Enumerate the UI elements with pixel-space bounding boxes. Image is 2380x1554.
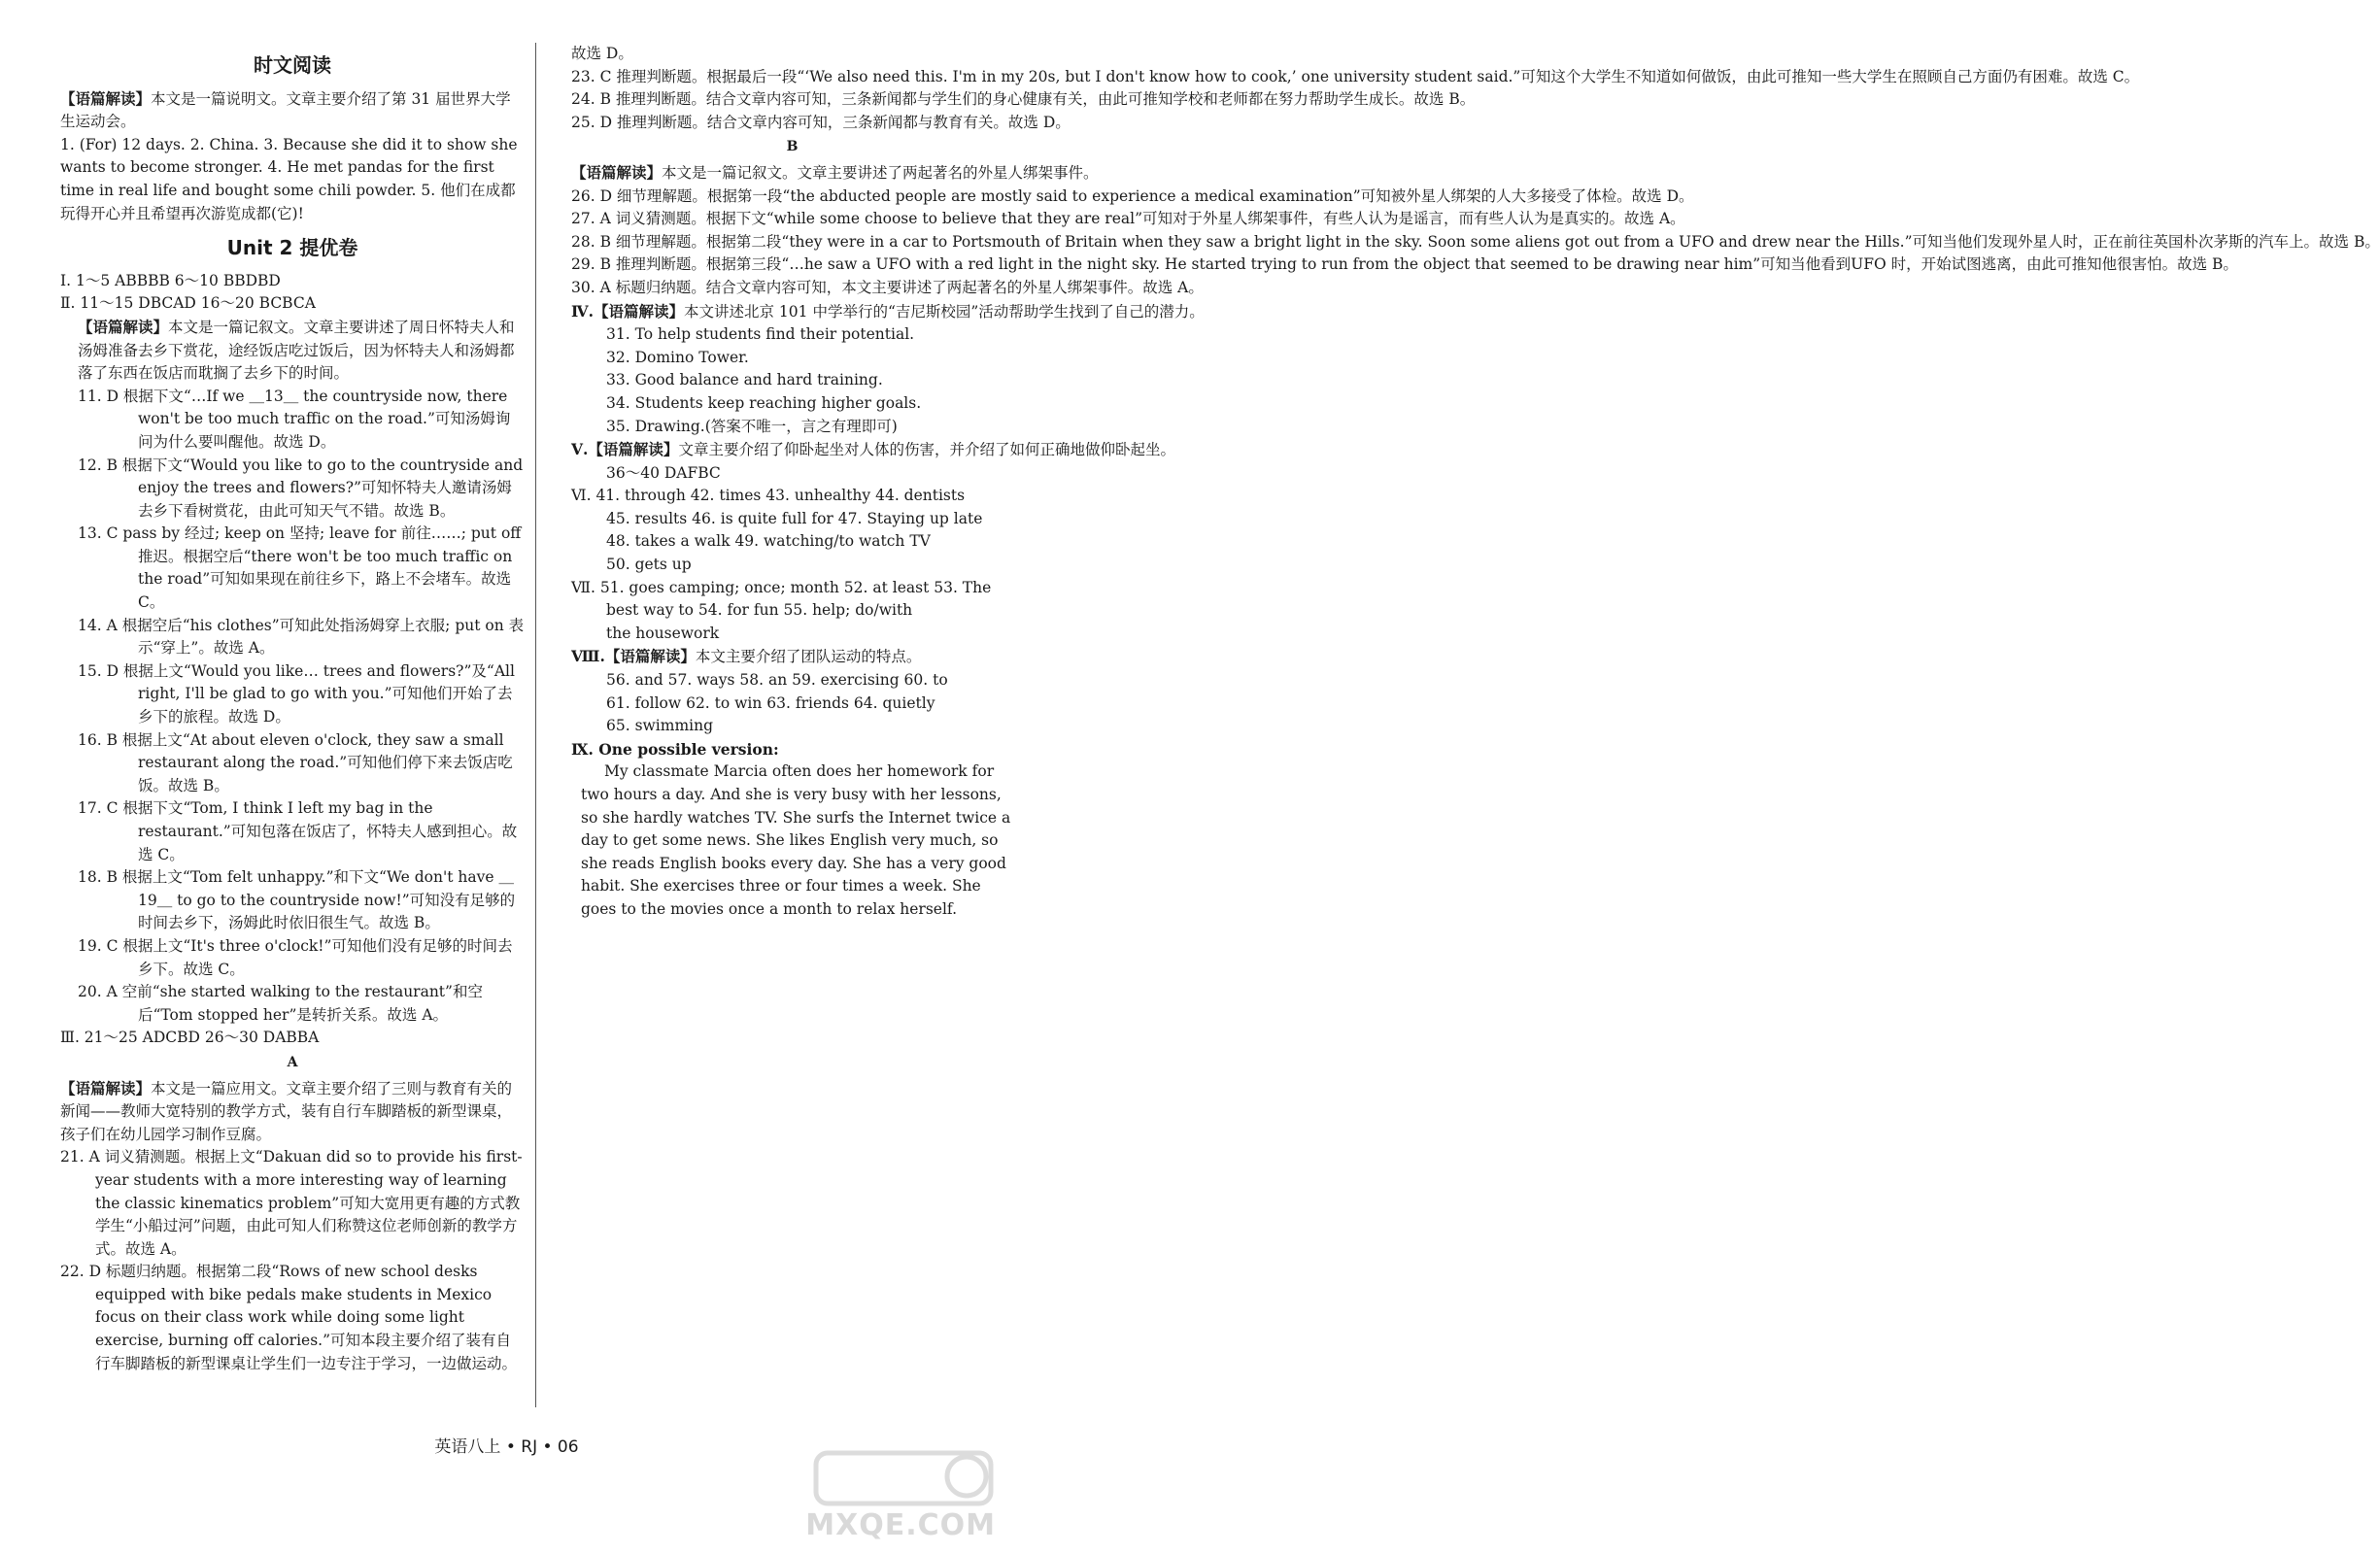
section-8-note (571, 645, 1013, 669)
section-2-answers: Ⅱ. 11～15 DBCAD 16～20 BCBCA (60, 294, 316, 313)
answer-item: 14. A 根据空后“his clothes”可知此处指汤姆穿上衣服; put on 表示“穿上”。故选 A。 (78, 616, 525, 658)
note-label: Ⅴ.【语篇解读】 (571, 440, 679, 459)
answer-item: 28. B 细节理解题。根据第二段“they were in a car to Portsmouth of Britain when they saw a bright light in the sky. Soon some aliens got out from a UFO and drew near the Hills.”可知当他们发现外星人时，正在前往英国朴次茅斯的汽车上。故选 B。 (571, 232, 2380, 251)
answer-item: 29. B 推理判断题。根据第三段“…he saw a UFO with a red light in the night sky. He started trying to run from the object that seemed to be drawing near him”可知当他看到UFO 时，开始试图逃离，由此可推知他很害怕。故选 B。 (571, 255, 2238, 274)
right-column (571, 43, 2380, 922)
unit-title: Unit 2 提优卷 (226, 236, 358, 260)
answer-item: 19. C 根据上文“It's three o'clock!”可知他们没有足够的时间去乡下。故选 C。 (78, 936, 513, 978)
answer-item: 27. A 词义猜测题。根据下文“while some choose to believe that they are real”可知对于外星人绑架事件，有些人认为是谣言，而有些人认为是真实的。故选 A。 (571, 210, 1685, 228)
answer-line: 33. Good balance and hard training. (606, 371, 883, 389)
sample-essay (571, 760, 1013, 921)
answer-item: 21. A 词义猜测题。根据上文“Dakuan did so to provide his first-year students with a more interesting way of learning the classic kinematics problem”可知大宽用更有趣的方式教学生“小船过河”问题，由此可知人们称赞这位老师创新的教学方式。故选 A。 (60, 1148, 523, 1258)
note-text: 本文是一篇应用文。文章主要介绍了三则与教育有关的新闻——教师大宽特别的教学方式，装有自行车脚踏板的新型课桌，孩子们在幼儿园学习制作豆腐。 (60, 1079, 513, 1143)
answer-item: 24. B 推理判断题。结合文章内容可知，三条新闻都与学生们的身心健康有关，由此可推知学校和老师都在努力帮助学生成长。故选 B。 (571, 90, 1476, 109)
items-11-20 (60, 386, 525, 1028)
answer-item: 20. A 空前“she started walking to the restaurant”和空后“Tom stopped her”是转折关系。故选 A。 (78, 983, 483, 1024)
note-label: 【语篇解读】 (60, 88, 152, 108)
section-5-note (571, 438, 1175, 462)
section-9-label: Ⅸ. One possible version: (571, 739, 779, 759)
section-1-answers: Ⅰ. 1～5 ABBBB 6～10 BBDBD (60, 271, 281, 289)
note-label: Ⅳ.【语篇解读】 (571, 301, 684, 321)
answer-item: 25. D 推理判断题。结合文章内容可知，三条新闻都与教育有关。故选 D。 (571, 113, 1071, 131)
note-text: 文章主要介绍了仰卧起坐对人体的伤害，并介绍了如何正确地做仰卧起坐。 (678, 441, 1175, 459)
section-title-reading: 时文阅读 (254, 53, 331, 77)
watermark-text: MXQE.COM (805, 1508, 996, 1542)
section-7-line: best way to 54. for fun 55. help; do/with (606, 601, 913, 620)
note-label: Ⅷ.【语篇解读】 (571, 647, 696, 666)
section-2-note (60, 316, 525, 386)
answer-line: 35. Drawing.(答案不唯一，言之有理即可) (606, 417, 898, 435)
passage-b-note (571, 161, 1099, 186)
reading-answers: 1. (For) 12 days. 2. China. 3. Because she did it to show she wants to become stronger. 4. He met pandas for the first time in real life and bought some chili powder. 5. 他们在成都玩得开心并且希望再次游览成都(它)! (60, 135, 518, 222)
section-8-line: 61. follow 62. to win 63. friends 64. quietly (606, 693, 935, 712)
answer-item: 26. D 细节理解题。根据第一段“the abducted people are mostly said to experience a medical examination”可知被外星人绑架的人大多接受了体检。故选 D。 (571, 186, 1694, 205)
section-6-line: 48. takes a walk 49. watching/to watch TV (606, 532, 931, 551)
answer-item: 12. B 根据下文“Would you like to go to the countryside and enjoy the trees and flowers?”可知怀特夫人邀请汤姆去乡下看树赏花，由此可知天气不错。故选 B。 (78, 456, 524, 520)
section-6-line: 50. gets up (606, 556, 692, 574)
section-4-note (571, 300, 1205, 324)
note-text: 本文是一篇说明文。文章主要介绍了第 31 届世界大学生运动会。 (60, 89, 511, 131)
section-8-line: 65. swimming (606, 717, 714, 735)
section-5-answers: 36～40 DAFBC (606, 463, 721, 482)
section-7-line: Ⅶ. 51. goes camping; once; month 52. at least 53. The (571, 578, 992, 596)
answer-line: 32. Domino Tower. (606, 348, 749, 366)
note-label: 【语篇解读】 (78, 317, 169, 336)
note-label: 【语篇解读】 (60, 1078, 152, 1098)
section-3-answers: Ⅲ. 21～25 ADCBD 26～30 DABBA (60, 1029, 320, 1047)
answer-line: 31. To help students find their potential. (606, 325, 915, 344)
note-text: 本文主要介绍了团队运动的特点。 (695, 648, 922, 666)
section-4-answers (571, 323, 1013, 438)
note-text: 本文讲述北京 101 中学举行的“吉尼斯校园”活动帮助学生找到了自己的潜力。 (684, 302, 1205, 321)
column-divider (535, 43, 536, 1407)
answer-line: 34. Students keep reaching higher goals. (606, 393, 922, 412)
section-8-line: 56. and 57. ways 58. an 59. exercising 60. to (606, 671, 948, 690)
reading-note (60, 87, 525, 134)
left-column (60, 43, 525, 1375)
section-7-line: the housework (606, 624, 720, 642)
answer-item: 23. C 推理判断题。根据最后一段“‘We also need this. I'm in my 20s, but I don't know how to cook,’ one university student said.”可知这个大学生不知道如何做饭，由此可推知一些大学生在照顾自己方面仍有困难。故选 C。 (571, 67, 2140, 85)
answer-item: 13. C pass by 经过; keep on 坚持; leave for 前往……; put off 推迟。根据空后“there won't be too much traffic on the road”可知如果现在前往乡下，路上不会堵车。故选 C。 (78, 524, 522, 612)
answer-item: 18. B 根据上文“Tom felt unhappy.”和下文“We don't have ＿19＿ to go to the countryside now!”可知没有足够的时间去乡下，汤姆此时依旧很生气。故选 B。 (78, 868, 516, 932)
section-3-note (60, 1077, 525, 1147)
passage-b-heading: B (786, 139, 799, 155)
note-text: 本文是一篇记叙文。文章主要讲述了周日怀特夫人和汤姆准备去乡下赏花，途经饭店吃过饭后，因为怀特夫人和汤姆都落了东西在饭店而耽搁了去乡下的时间。 (78, 318, 515, 383)
answer-item: 15. D 根据上文“Would you like… trees and flowers?”及“All right, I'll be glad to go with you.”可知他们开始了去乡下的旅程。故选 D。 (78, 661, 515, 726)
answer-item: 17. C 根据下文“Tom, I think I left my bag in the restaurant.”可知包落在饭店了，怀特夫人感到担心。故选 C。 (78, 799, 518, 863)
passage-a-heading: A (287, 1054, 298, 1070)
continued-text: 故选 D。 (571, 45, 633, 62)
answer-item: 22. D 标题归纳题。根据第二段“Rows of new school desks equipped with bike pedals make students in Mexico focus on their class work while doing some light exercise, burning off calories.”可知本段主要介绍了装有自行车脚踏板的新型课桌让学生们一边专注于学习，一边做运动。 (60, 1263, 518, 1372)
answer-item: 11. D 根据下文“…If we ＿13＿ the countryside now, there won't be too much traffic on the road.”可知汤姆询问为什么要叫醒他。故选 D。 (78, 387, 511, 451)
note-label: 【语篇解读】 (571, 162, 663, 182)
essay-text: My classmate Marcia often does her homework for two hours a day. And she is very busy with her lessons, so she hardly watches TV. She surfs the Internet twice a day to get some news. She likes English very much, so she reads English books every day. She has a very good habit. She exercises three or four times a week. She goes to the movies once a month to relax herself. (581, 762, 1011, 918)
answer-item: 16. B 根据上文“At about eleven o'clock, they saw a small restaurant along the road.”可知他们停下来去饭店吃饭。故选 B。 (78, 730, 513, 794)
note-text: 本文是一篇记叙文。文章主要讲述了两起著名的外星人绑架事件。 (662, 163, 1099, 182)
answer-item: 30. A 标题归纳题。结合文章内容可知，本文主要讲述了两起著名的外星人绑架事件。故选 A。 (571, 278, 1204, 296)
section-6-line: 45. results 46. is quite full for 47. Staying up late (606, 509, 983, 527)
page-footer: 英语八上 • RJ • 06 (434, 1437, 579, 1457)
section-6-line: Ⅵ. 41. through 42. times 43. unhealthy 44. dentists (571, 487, 966, 505)
